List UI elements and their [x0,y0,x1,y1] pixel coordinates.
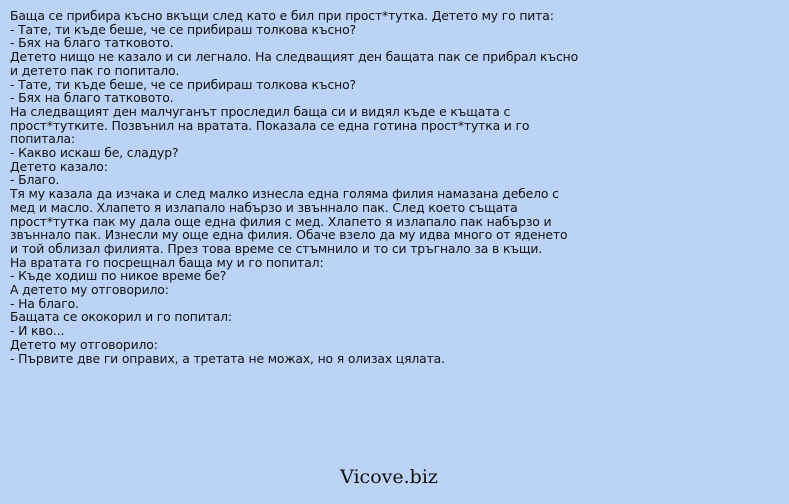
text-line: звъннало пак. Изнесли му още една филия. Обаче взело да му идва много от яденето [10,227,568,243]
text-line: - Тате, ти къде беше, че се прибираш толкова късно? [10,21,356,37]
text-line: - Тате, ти къде беше, че се прибираш толкова късно? [10,76,356,92]
text-line: попитала: [10,131,75,147]
text-line: - И кво... [10,323,65,339]
joke-text [10,9,785,365]
text-line: и той облизал филията. През това време се стъмнило и то си тръгнало за в къщи. [10,240,543,256]
site-watermark: Vicove.biz [340,466,438,488]
text-line: На следващият ден малчуганът проследил баща си и видял къде е къщата с [10,103,511,119]
text-line: Детето нищо не казало и си легнало. На следващият ден бащата пак се прибрал късно [10,49,579,65]
text-line: Детето казало: [10,158,108,174]
text-line: Детето му отговорило: [10,336,158,352]
text-line: Баща се прибира късно вкъщи след като е бил при прост*тутка. Детето му го пита: [10,8,554,23]
text-line: - Къде ходиш по никое време бе? [10,268,227,284]
text-line: - Бях на благо татковото. [10,35,174,51]
text-line: - Благо. [10,172,60,188]
text-line: На вратата го посрещнал баща му и го попитал: [10,254,324,270]
text-line: А детето му отговорило: [10,282,169,298]
text-line: - Какво искаш бе, сладур? [10,145,179,161]
text-line: мед и масло. Хлапето я излапало набързо и звъннало пак. След което същата [10,199,518,215]
text-line: - Първите две ги оправих, а третата не можах, но я олизах цялата. [10,350,445,366]
text-line: прост*тутките. Позвънил на вратата. Показала се една готина прост*тутка и го [10,117,530,133]
text-line: и детето пак го попитало. [10,62,180,78]
text-line: Бащата се ококорил и го попитал: [10,309,232,325]
text-line: Тя му казала да изчака и след малко изнесла една голяма филия намазана дебело с [10,186,559,202]
text-line: - Бях на благо татковото. [10,90,174,106]
text-line: - На благо. [10,295,79,311]
text-line: прост*тутка пак му дала още една филия с мед. Хлапето я излапало пак набързо и [10,213,552,229]
